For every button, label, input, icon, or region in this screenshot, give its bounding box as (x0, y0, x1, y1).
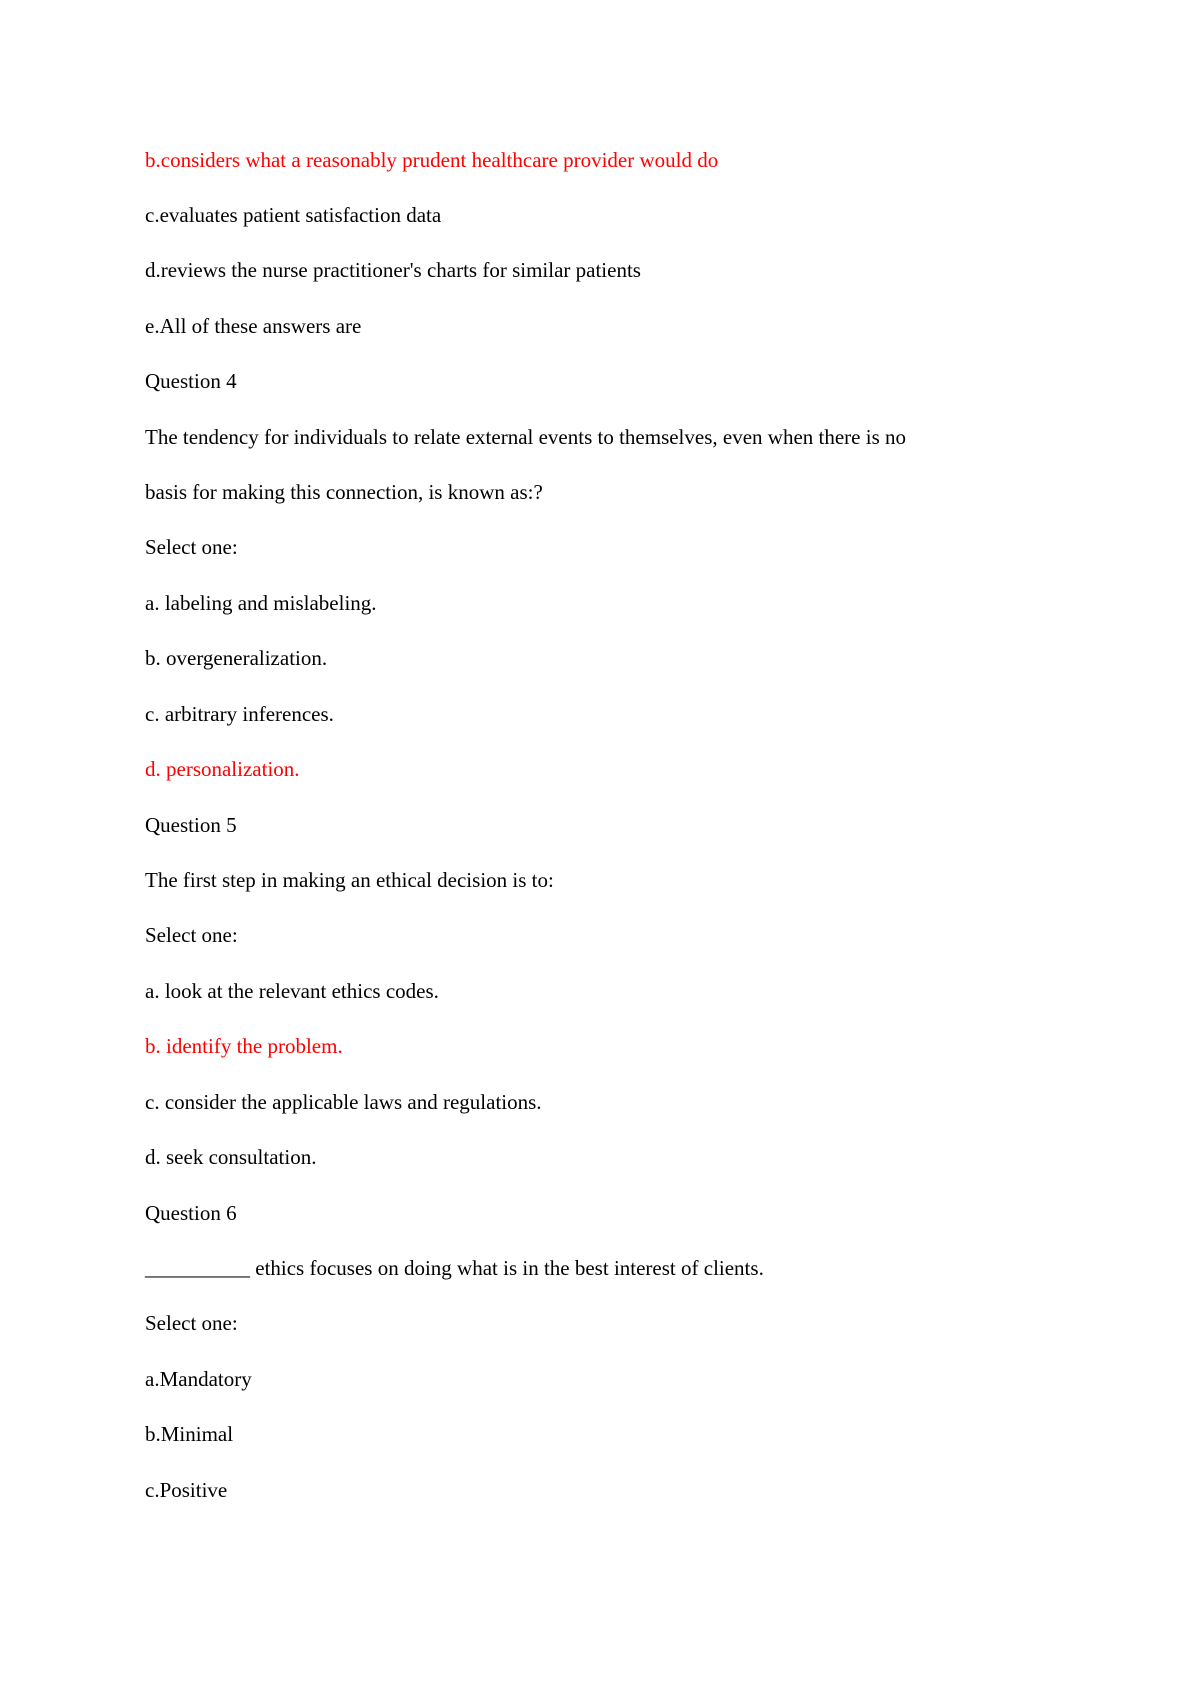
select-one-label: Select one: (145, 1311, 238, 1335)
answer-option: c. arbitrary inferences. (145, 702, 334, 726)
answer-option: c. consider the applicable laws and regulations. (145, 1090, 542, 1114)
question-heading: Question 5 (145, 813, 237, 837)
answer-option: a. look at the relevant ethics codes. (145, 979, 439, 1003)
question-text: The first step in making an ethical decision is to: (145, 868, 554, 892)
answer-option: b. overgeneralization. (145, 646, 328, 670)
answer-option: c.Positive (145, 1478, 228, 1502)
select-one-label: Select one: (145, 535, 238, 559)
question-text: The tendency for individuals to relate external events to themselves, even when there is no (145, 425, 906, 449)
answer-option: d.reviews the nurse practitioner's charts for similar patients (145, 258, 641, 282)
question-text: __________ ethics focuses on doing what is in the best interest of clients. (145, 1256, 764, 1280)
question-text: basis for making this connection, is known as:? (145, 480, 543, 504)
answer-option-correct: b.considers what a reasonably prudent healthcare provider would do (145, 148, 719, 172)
select-one-label: Select one: (145, 923, 238, 947)
question-heading: Question 6 (145, 1201, 237, 1225)
answer-option: a. labeling and mislabeling. (145, 591, 377, 615)
answer-option: d. seek consultation. (145, 1145, 317, 1169)
answer-option-correct: d. personalization. (145, 757, 300, 781)
question-heading: Question 4 (145, 369, 237, 393)
answer-option: c.evaluates patient satisfaction data (145, 203, 442, 227)
answer-option: b.Minimal (145, 1422, 234, 1446)
answer-option: e.All of these answers are (145, 314, 362, 338)
answer-option: a.Mandatory (145, 1367, 252, 1391)
answer-option-correct: b. identify the problem. (145, 1034, 343, 1058)
